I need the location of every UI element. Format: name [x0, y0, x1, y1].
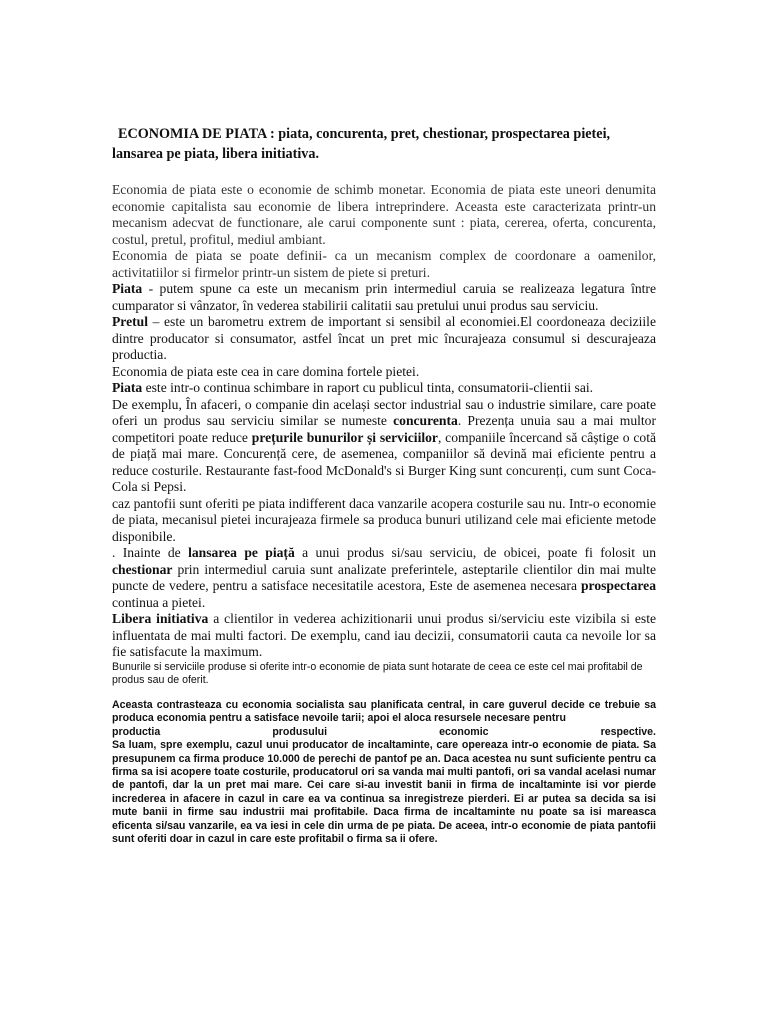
term-piata: Piata — [112, 281, 143, 296]
term-lansarea: lansarea pe piață — [188, 545, 295, 560]
term-libera-initiativa: Libera initiativa — [112, 611, 209, 626]
paragraph-contrast-line: productia produsului economic respective. — [112, 725, 656, 738]
term-chestionar: chestionar — [112, 561, 173, 577]
text-segment: a unui produs si/sau serviciu, de obicei, poate fi folosit un — [294, 545, 656, 560]
text-segment: prin intermediul caruia sunt analizate preferintele, asteptarile clientilor din mai multe puncte de vedere, pentru a satisface necesitatile acestora, Este de asemenea necesara — [112, 561, 656, 593]
text-segment: , companiile încercand să câștige o cotă de piață mai mare. Concurență cere, de asemenea, companiilor să devină mai eficiente pentru a reduce costurile. Restaurante fast-food McDonald's si Burger King sunt concurenți, cum sunt Coca-Cola si Pepsi. — [112, 429, 656, 494]
paragraph-example: Sa luam, spre exemplu, cazul unui producator de incaltaminte, care opereaza intr-o economie de piata. Sa presupunem ca firma produce 10.000 de perechi de pantof pe an. Daca acestea nu sunt suficiente pentru ca firma sa isi acopere toate costurile, producatorul ori sa vanda mai multi pantofi, ori sa vandal acelasi numar de pantofi, dar la un pret mai mare. Cei care si-au investit banii in firma de incaltaminte isi vor pierde increderea in afacere in cazul in care ea va continua sa inregistreze pierderi. Ei ar putea sa decida sa isi mute banii in firme sau industrii mai profitabile. Daca firma de incaltaminte nu poate sa isi mareasca eficenta si/sau vanzarile, ea va iesi in cele din urma de pe piata. De aceea, intr-o economie de piata pantofii sunt oferiti doar in cazul in care este profitabil o firma sa ii ofere. — [112, 739, 656, 845]
term-concurenta: concurenta — [393, 413, 458, 428]
term-pretul: Pretul — [112, 314, 148, 329]
spacer — [112, 687, 656, 699]
text-segment: continua a pietei. — [112, 594, 206, 610]
paragraph-piata — [112, 281, 656, 314]
paragraph-pretul-text: – este un barometru extrem de important si sensibil al economiei.El coordoneaza deciziile dintre producator si consumator, astfel încat un pret mic încurajeaza consumul si descurajeaza productia. — [112, 314, 656, 362]
text-segment: . Prezența unuia sau a mai multor competitori poate reduce — [112, 413, 656, 445]
paragraph-market-forces: Economia de piata este cea in care domina fortele pietei. — [112, 363, 420, 379]
paragraph-pretul — [112, 314, 656, 364]
term-prospectarea: prospectarea — [580, 578, 656, 593]
paragraph-coordination: Economia de piata se poate definii- ca un mecanism complex de coordonare a oamenilor, activitatiilor si firmelor printr-un sistem de piete si preturi. — [112, 248, 656, 280]
paragraph-lansare — [112, 545, 656, 611]
paragraph-bunuri: Bunurile si serviciile produse si oferite intr-o economie de piata sunt hotarate de ceea ce este cel mai profitabil de produs sau de oferit. — [112, 660, 643, 686]
term-preturile: prețurile bunurilor și serviciilor — [251, 429, 438, 445]
paragraph-piata-text: - putem spune ca este un mecanism prin intermediul caruia se realizeaza legatura între cumparator si vânzator, în vederea stabilirii calitatii sau pretului unui produs sau serviciu. — [112, 281, 656, 313]
document-page — [112, 124, 656, 846]
document-title: ECONOMIA DE PIATA : piata, concurenta, pret, chestionar, prospectarea pietei, lansarea pe piata, libera initiativa. — [112, 126, 611, 162]
paragraph-concurenta — [112, 397, 656, 496]
paragraph-contrast: Aceasta contrasteaza cu economia socialista sau planificata central, in care guverul decide ce trebuie sa produca economia pentru a satisface nevoile tarii; apoi el aloca resursele necesare pentru — [112, 698, 656, 725]
term-piata-2: Piata — [112, 380, 143, 395]
text-segment: De exemplu, În afaceri, o companie din același sector industrial sau o industrie similare, care poate oferi un produs sau serviciu similar se numeste — [112, 396, 656, 428]
paragraph-pantofi: caz pantofii sunt oferiti pe piata indifferent daca vanzarile acopera costurile sau nu. Intr-o economie de piata, mecanisul pietei incurajeaza firmele sa produca bunuri utilizand cele mai eficiente metode disponibile. — [112, 495, 656, 544]
text-segment: . Inainte de — [112, 545, 189, 560]
paragraph-piata-change-text: este intr-o continua schimbare in raport cu publicul tinta, consumatorii-clientii sai. — [142, 380, 594, 395]
paragraph-piata-change — [112, 380, 656, 397]
text-segment: a clientilor in vederea achizitionarii unui produs si/serviciu este vizibila si este influentata de mai multi factori. De exemplu, cand iau decizii, consumatorii cauta ca nevoile lor sa fie satisfacute la maximum. — [112, 611, 657, 659]
paragraph-definition: Economia de piata este o economie de schimb monetar. Economia de piata este uneori denumita economie capitalista sau economie de libera intreprindere. Aceasta este caracterizata printr-un mecanism adecvat de functionare, ale carui componente sunt : piata, cererea, oferta, concurenta, costul, pretul, profitul, mediul ambiant. — [112, 182, 656, 247]
paragraph-libera-initiativa — [112, 611, 656, 661]
